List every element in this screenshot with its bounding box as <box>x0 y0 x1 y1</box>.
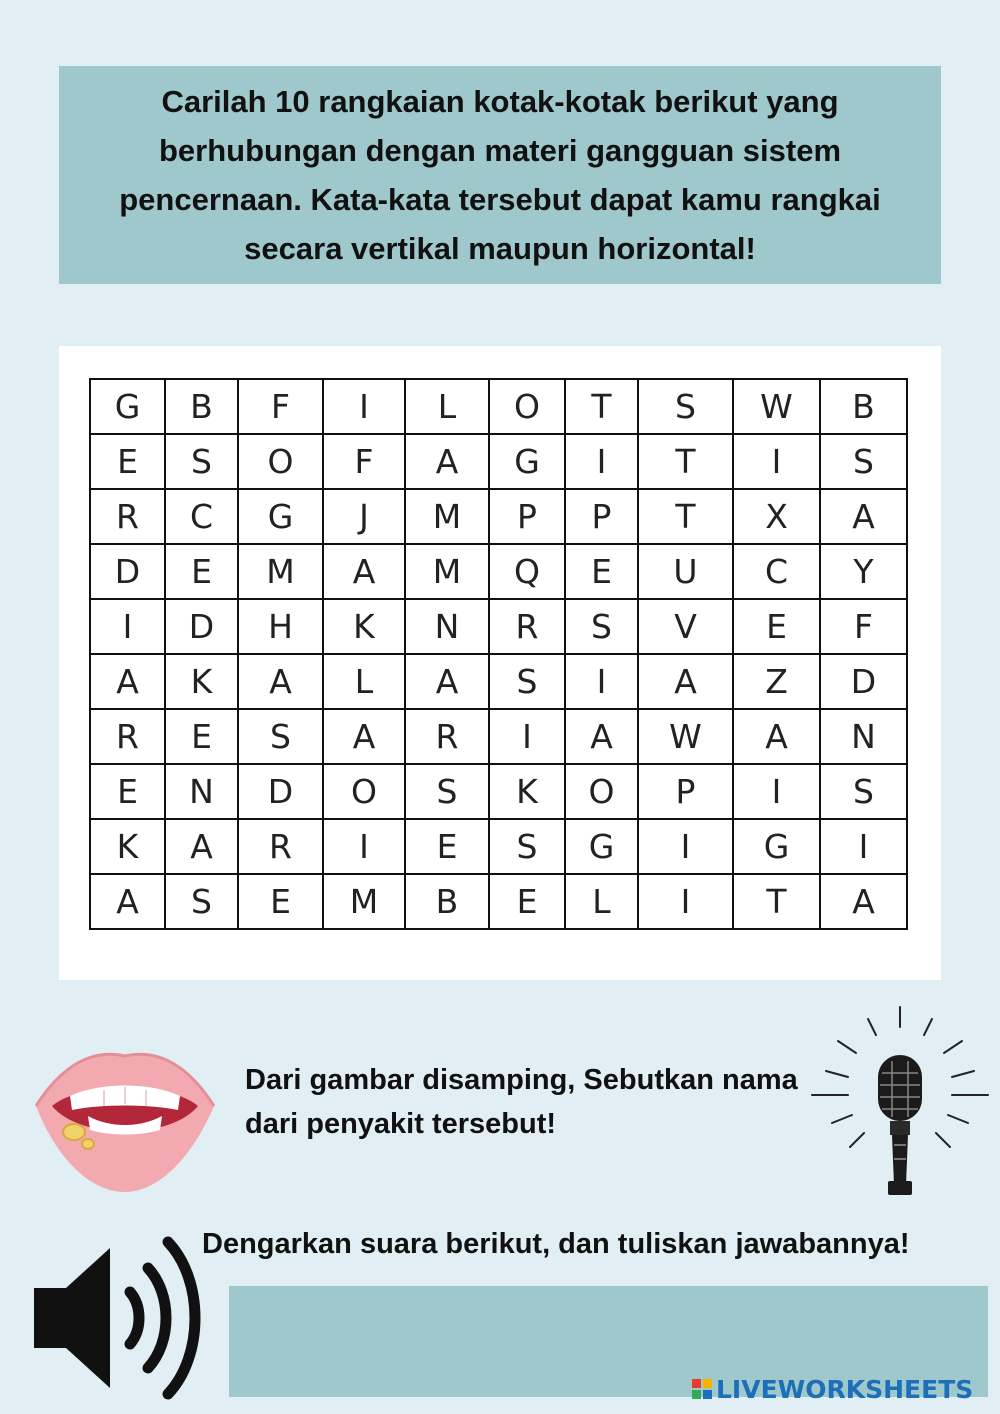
grid-cell[interactable]: R <box>489 599 565 654</box>
grid-cell[interactable]: U <box>638 544 733 599</box>
grid-row <box>90 874 907 929</box>
grid-cell[interactable]: W <box>733 379 820 434</box>
grid-cell[interactable]: A <box>238 654 323 709</box>
grid-cell[interactable]: I <box>565 654 638 709</box>
grid-cell[interactable]: R <box>90 489 165 544</box>
grid-row <box>90 764 907 819</box>
grid-cell[interactable]: A <box>565 709 638 764</box>
grid-cell[interactable]: Y <box>820 544 907 599</box>
grid-cell[interactable]: I <box>323 379 405 434</box>
grid-cell[interactable]: K <box>323 599 405 654</box>
grid-cell[interactable]: E <box>165 709 238 764</box>
grid-cell[interactable]: G <box>90 379 165 434</box>
grid-cell[interactable]: I <box>638 874 733 929</box>
grid-cell[interactable]: L <box>323 654 405 709</box>
grid-cell[interactable]: Z <box>733 654 820 709</box>
grid-row <box>90 709 907 764</box>
grid-cell[interactable]: C <box>733 544 820 599</box>
grid-cell[interactable]: S <box>820 764 907 819</box>
question-image-text: Dari gambar disamping, Sebutkan nama dari penyakit tersebut! <box>245 1064 798 1140</box>
instruction-text: Carilah 10 rangkaian kotak-kotak berikut yang berhubungan dengan materi gangguan sistem pencernaan. Kata-kata tersebut dapat kamu rangkai secara vertikal maupun horizontal! <box>119 84 881 266</box>
grid-cell[interactable]: A <box>638 654 733 709</box>
grid-row <box>90 379 907 434</box>
grid-cell[interactable]: F <box>820 599 907 654</box>
grid-cell[interactable]: G <box>733 819 820 874</box>
grid-cell[interactable]: V <box>638 599 733 654</box>
grid-cell[interactable]: S <box>489 819 565 874</box>
word-search-panel <box>59 346 941 980</box>
grid-cell[interactable]: N <box>165 764 238 819</box>
grid-row <box>90 819 907 874</box>
grid-cell[interactable]: O <box>323 764 405 819</box>
grid-cell[interactable]: E <box>90 434 165 489</box>
grid-cell[interactable]: M <box>405 544 489 599</box>
grid-cell[interactable]: E <box>165 544 238 599</box>
grid-cell[interactable]: E <box>90 764 165 819</box>
grid-cell[interactable]: A <box>90 654 165 709</box>
grid-cell[interactable]: K <box>165 654 238 709</box>
grid-cell[interactable]: C <box>165 489 238 544</box>
grid-cell[interactable]: L <box>565 874 638 929</box>
grid-cell[interactable]: E <box>733 599 820 654</box>
grid-cell[interactable]: R <box>90 709 165 764</box>
grid-cell[interactable]: H <box>238 599 323 654</box>
grid-cell[interactable]: I <box>638 819 733 874</box>
grid-cell[interactable]: A <box>733 709 820 764</box>
liveworksheets-logo-icon <box>692 1379 712 1399</box>
grid-cell[interactable]: S <box>405 764 489 819</box>
grid-row <box>90 654 907 709</box>
word-search-grid <box>89 378 908 930</box>
liveworksheets-logo-text: LIVEWORKSHEETS <box>716 1374 974 1404</box>
grid-cell[interactable]: B <box>165 379 238 434</box>
grid-cell[interactable]: O <box>565 764 638 819</box>
grid-cell[interactable]: G <box>565 819 638 874</box>
mouth-sores-icon <box>30 1040 220 1205</box>
grid-cell[interactable]: D <box>90 544 165 599</box>
grid-cell[interactable]: S <box>565 599 638 654</box>
grid-cell[interactable]: M <box>405 489 489 544</box>
grid-cell[interactable]: B <box>820 379 907 434</box>
grid-cell[interactable]: I <box>733 434 820 489</box>
grid-cell[interactable]: I <box>489 709 565 764</box>
instruction-box <box>59 66 941 284</box>
grid-cell[interactable]: P <box>638 764 733 819</box>
grid-cell[interactable]: G <box>489 434 565 489</box>
grid-cell[interactable]: A <box>405 654 489 709</box>
grid-cell[interactable]: S <box>820 434 907 489</box>
grid-cell[interactable]: S <box>238 709 323 764</box>
grid-cell[interactable]: N <box>820 709 907 764</box>
grid-cell[interactable]: E <box>405 819 489 874</box>
grid-cell[interactable]: R <box>238 819 323 874</box>
grid-cell[interactable]: A <box>165 819 238 874</box>
grid-cell[interactable]: E <box>565 544 638 599</box>
grid-cell[interactable]: D <box>165 599 238 654</box>
grid-row <box>90 434 907 489</box>
grid-cell[interactable]: S <box>165 874 238 929</box>
grid-cell[interactable]: B <box>405 874 489 929</box>
grid-cell[interactable]: S <box>489 654 565 709</box>
grid-cell[interactable]: S <box>638 379 733 434</box>
grid-cell[interactable]: A <box>90 874 165 929</box>
grid-cell[interactable]: K <box>90 819 165 874</box>
grid-cell[interactable]: I <box>565 434 638 489</box>
grid-cell[interactable]: K <box>489 764 565 819</box>
grid-cell[interactable]: W <box>638 709 733 764</box>
speaker-icon[interactable] <box>30 1230 205 1410</box>
grid-cell[interactable]: A <box>323 544 405 599</box>
grid-cell[interactable]: O <box>238 434 323 489</box>
grid-row <box>90 599 907 654</box>
grid-cell[interactable]: A <box>323 709 405 764</box>
grid-cell[interactable]: X <box>733 489 820 544</box>
grid-cell[interactable]: P <box>489 489 565 544</box>
grid-cell[interactable]: A <box>820 489 907 544</box>
grid-cell[interactable]: E <box>238 874 323 929</box>
grid-cell[interactable]: E <box>489 874 565 929</box>
grid-cell[interactable]: L <box>405 379 489 434</box>
liveworksheets-logo[interactable] <box>692 1372 973 1406</box>
microphone-icon <box>808 1005 993 1205</box>
grid-cell[interactable]: T <box>733 874 820 929</box>
grid-cell[interactable]: O <box>489 379 565 434</box>
grid-row <box>90 489 907 544</box>
grid-row <box>90 544 907 599</box>
grid-cell[interactable]: S <box>165 434 238 489</box>
grid-cell[interactable]: T <box>638 434 733 489</box>
grid-cell[interactable]: I <box>733 764 820 819</box>
grid-cell[interactable]: D <box>820 654 907 709</box>
grid-cell[interactable]: Q <box>489 544 565 599</box>
grid-cell[interactable]: F <box>238 379 323 434</box>
grid-cell[interactable]: A <box>820 874 907 929</box>
grid-cell[interactable]: G <box>238 489 323 544</box>
question-audio-text: Dengarkan suara berikut, dan tuliskan jawabannya! <box>202 1228 910 1260</box>
grid-cell[interactable]: R <box>405 709 489 764</box>
grid-cell[interactable]: N <box>405 599 489 654</box>
grid-cell[interactable]: I <box>90 599 165 654</box>
grid-cell[interactable]: T <box>638 489 733 544</box>
grid-cell[interactable]: I <box>323 819 405 874</box>
grid-cell[interactable]: M <box>323 874 405 929</box>
grid-cell[interactable]: A <box>405 434 489 489</box>
grid-cell[interactable]: F <box>323 434 405 489</box>
grid-cell[interactable]: D <box>238 764 323 819</box>
grid-cell[interactable]: I <box>820 819 907 874</box>
grid-cell[interactable]: M <box>238 544 323 599</box>
grid-cell[interactable]: J <box>323 489 405 544</box>
grid-cell[interactable]: T <box>565 379 638 434</box>
grid-cell[interactable]: P <box>565 489 638 544</box>
